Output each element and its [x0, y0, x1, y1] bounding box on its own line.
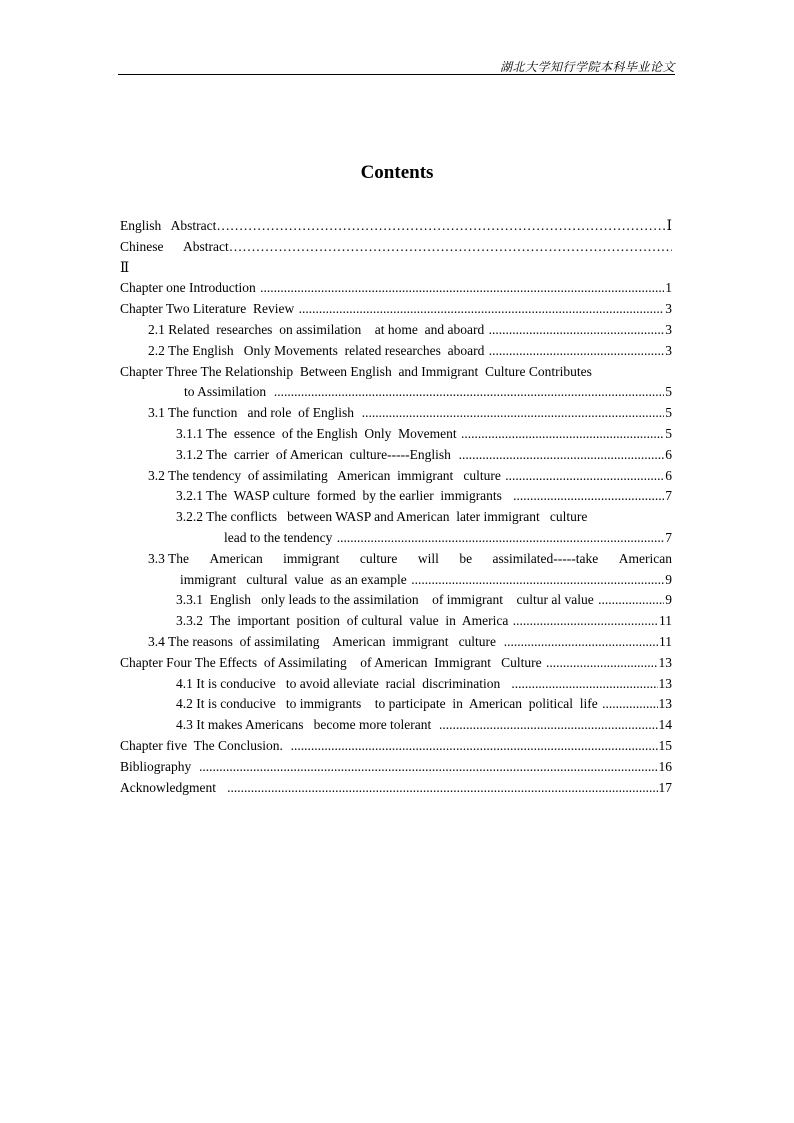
toc-page: 5	[665, 405, 672, 421]
toc-entry-ch2[interactable]	[120, 299, 672, 320]
toc-entry-3-2-1[interactable]	[120, 486, 672, 507]
toc-label: 3.4 The reasons of assimilating American immigrant culture	[148, 633, 503, 649]
toc-entry-ch3-cont[interactable]	[120, 382, 672, 403]
toc-label: 2.1 Related researches on assimilation at home and aboard	[148, 321, 488, 337]
toc-leader	[227, 778, 657, 799]
toc-word: culture	[359, 550, 398, 566]
toc-leader	[598, 590, 664, 611]
toc-label: Chapter Four The Effects of Assimilating of American Immigrant Culture	[120, 654, 546, 670]
toc-page: 14	[658, 717, 672, 733]
toc-entry-3-3-cont[interactable]	[120, 570, 672, 591]
page-title: Contents	[360, 162, 434, 183]
toc-page: 15	[658, 737, 672, 753]
toc-label: 2.2 The English Only Movements related researches aboard	[148, 342, 488, 358]
toc-entry-ch3[interactable]: Chapter Three The Relationship Between English and Immigrant Culture Contributes	[120, 363, 592, 379]
toc-leader	[602, 694, 657, 715]
toc-leader	[513, 611, 658, 632]
toc-entry-ch5[interactable]	[120, 736, 672, 757]
toc-label: 3.3.2 The important position of cultural value in America	[176, 613, 512, 629]
toc-leader	[216, 216, 666, 237]
toc-entry-2-2[interactable]	[120, 341, 672, 362]
toc-label: 4.3 It makes Americans become more tolerant	[176, 717, 439, 733]
toc-entry-3-2-2[interactable]: 3.2.2 The conflicts between WASP and American later immigrant culture	[176, 509, 588, 525]
toc-entry-bibliography[interactable]	[120, 757, 672, 778]
toc-label: Acknowledgment	[120, 779, 227, 795]
toc-leader	[511, 674, 657, 695]
toc-leader	[513, 486, 664, 507]
toc-entry-4-1[interactable]	[120, 674, 672, 695]
toc-label: to Assimilation	[184, 384, 273, 400]
toc-entry-2-1[interactable]	[120, 320, 672, 341]
toc-entry-4-2[interactable]	[120, 694, 672, 715]
toc-label: English Abstract	[120, 218, 217, 233]
toc-leader	[439, 715, 657, 736]
toc-entry-3-1-2[interactable]	[120, 445, 672, 466]
toc-page: 3	[665, 342, 672, 358]
toc-entry-chinese-abstract[interactable]	[120, 237, 672, 258]
toc-leader	[504, 632, 658, 653]
toc-label: lead to the tendency	[224, 529, 336, 545]
toc-label: immigrant cultural value as an example	[180, 571, 411, 587]
toc-leader	[505, 466, 664, 487]
toc-page: 9	[665, 592, 672, 608]
toc-word: 3.3 The	[148, 550, 189, 566]
toc-page: 1	[665, 280, 672, 296]
toc-label: 3.3.1 English only leads to the assimilation of immigrant cultur al value	[176, 592, 598, 608]
toc-entry-acknowledgment[interactable]	[120, 778, 672, 799]
toc-page: 16	[658, 758, 672, 774]
toc-word: American	[618, 550, 672, 566]
toc-leader	[299, 299, 665, 320]
toc-label: Chapter Two Literature Review	[120, 301, 298, 317]
toc-entry-ch4[interactable]	[120, 653, 672, 674]
toc-leader	[459, 445, 665, 466]
toc-word: will	[417, 550, 439, 566]
toc-entry-3-3-1[interactable]	[120, 590, 672, 611]
toc-entry-3-1[interactable]	[120, 403, 672, 424]
toc-page: 11	[659, 633, 672, 649]
toc-entry-chinese-abstract-page[interactable]	[120, 258, 672, 279]
toc-leader	[362, 403, 665, 424]
toc-leader	[411, 570, 664, 591]
toc-label: 4.2 It is conducive to immigrants to participate in American political life	[176, 696, 602, 712]
toc-entry-3-1-1[interactable]	[120, 424, 672, 445]
toc-page: 7	[665, 488, 672, 504]
toc-label: 3.1.1 The essence of the English Only Movement	[176, 425, 460, 441]
page-header	[118, 56, 675, 75]
toc-page: 13	[658, 654, 672, 670]
toc-word: assimilated-----take	[492, 550, 599, 566]
toc-label: 3.1 The function and role of English	[148, 405, 361, 421]
toc-label: Bibliography	[120, 758, 198, 774]
toc-leader	[461, 424, 664, 445]
toc-word: American	[209, 550, 263, 566]
toc-word: immigrant	[283, 550, 340, 566]
toc-label: 3.1.2 The carrier of American culture-----English	[176, 446, 458, 462]
toc-entry-3-3-2[interactable]	[120, 611, 672, 632]
toc-page: Ⅰ	[666, 218, 672, 233]
toc-leader	[489, 320, 665, 341]
toc-entry-3-3[interactable]	[120, 549, 672, 570]
toc-label: Chapter five The Conclusion.	[120, 737, 290, 753]
toc-page: 6	[665, 446, 672, 462]
toc-leader	[229, 237, 672, 258]
toc-page: 13	[658, 696, 672, 712]
toc-page: 17	[658, 779, 672, 795]
toc-leader	[274, 382, 664, 403]
toc-page: 5	[665, 425, 672, 441]
toc-entry-3-2[interactable]	[120, 466, 672, 487]
header-text: 湖北大学知行学院本科毕业论文	[499, 60, 675, 74]
toc-leader	[337, 528, 665, 549]
toc-page: 13	[658, 675, 672, 691]
toc-entry-3-4[interactable]	[120, 632, 672, 653]
toc-page: 6	[665, 467, 672, 483]
table-of-contents	[120, 216, 672, 798]
toc-page: Ⅱ	[120, 259, 130, 275]
toc-page: 3	[665, 301, 672, 317]
toc-word: be	[459, 550, 473, 566]
toc-label: 3.2 The tendency of assimilating American immigrant culture	[148, 467, 505, 483]
toc-entry-4-3[interactable]	[120, 715, 672, 736]
toc-page: 7	[665, 529, 672, 545]
toc-leader	[260, 278, 664, 299]
toc-page: 9	[665, 571, 672, 587]
toc-page: 11	[659, 613, 672, 629]
toc-leader	[291, 736, 658, 757]
toc-label: 4.1 It is conducive to avoid alleviate racial discrimination	[176, 675, 511, 691]
toc-page: 5	[665, 384, 672, 400]
toc-label: Chapter one Introduction	[120, 280, 260, 296]
toc-label: 3.2.1 The WASP culture formed by the earlier immigrants	[176, 488, 513, 504]
toc-entry-english-abstract[interactable]	[120, 216, 672, 237]
toc-page: 3	[665, 321, 672, 337]
toc-leader	[546, 653, 657, 674]
toc-leader	[199, 757, 658, 778]
toc-entry-ch1[interactable]	[120, 278, 672, 299]
toc-leader	[489, 341, 664, 362]
toc-entry-3-2-2-cont[interactable]	[120, 528, 672, 549]
toc-label: Chinese Abstract	[120, 238, 229, 254]
